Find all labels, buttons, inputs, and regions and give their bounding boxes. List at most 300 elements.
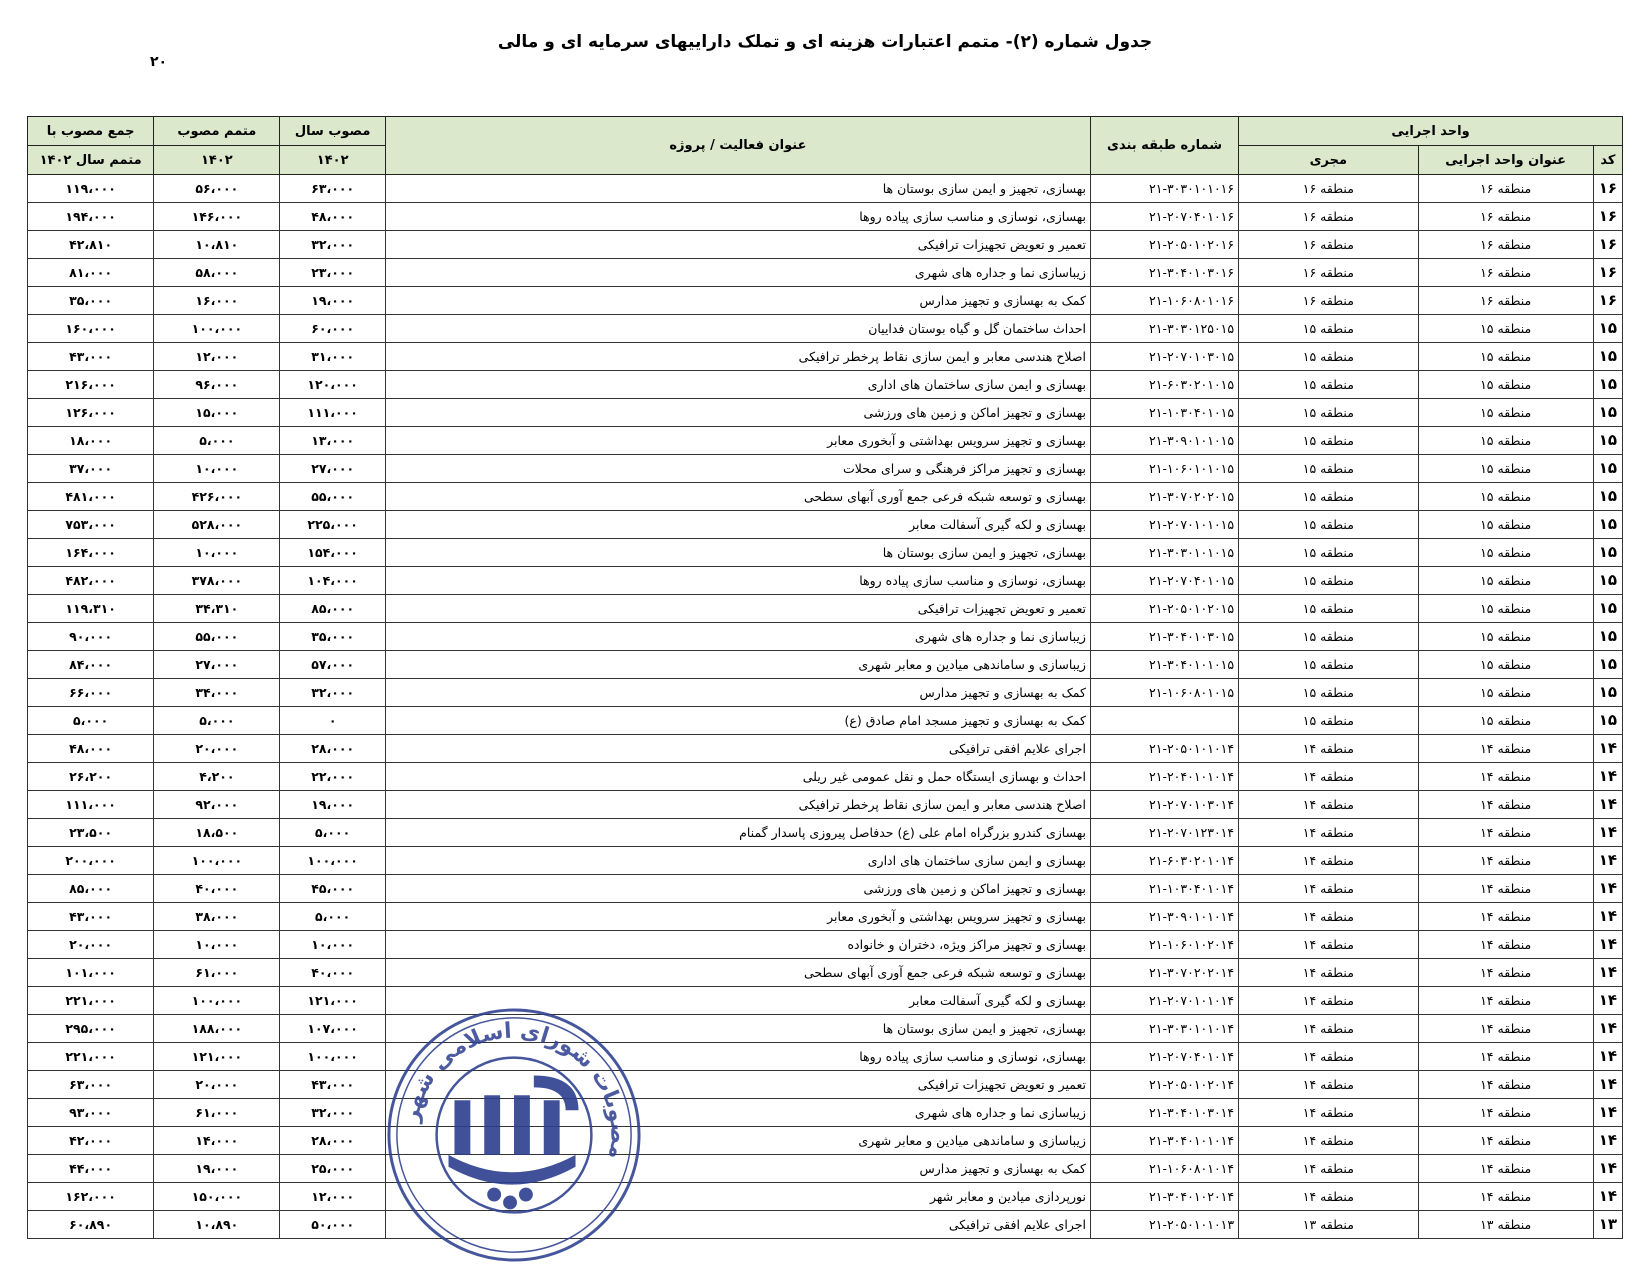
cell-code: ۱۵ [1593, 511, 1622, 539]
cell-executor: منطقه ۱۵ [1239, 483, 1418, 511]
cell-unit-title: منطقه ۱۵ [1418, 399, 1593, 427]
table-row [28, 707, 1623, 735]
table-row [28, 231, 1623, 259]
cell-supplement: ۵۶،۰۰۰ [154, 175, 280, 203]
cell-unit-title: منطقه ۱۴ [1418, 1155, 1593, 1183]
cell-approved: ۱۰۰،۰۰۰ [280, 1043, 385, 1071]
cell-supplement: ۵،۰۰۰ [154, 707, 280, 735]
cell-executor: منطقه ۱۶ [1239, 175, 1418, 203]
cell-classification: ۲۱-۳۰۹۰۱۰۱۰۱۴ [1090, 903, 1238, 931]
cell-classification: ۲۱-۲۰۷۰۱۰۱۰۱۴ [1090, 987, 1238, 1015]
cell-unit-title: منطقه ۱۵ [1418, 595, 1593, 623]
cell-approved: ۳۲،۰۰۰ [280, 679, 385, 707]
cell-supplement: ۱۸۸،۰۰۰ [154, 1015, 280, 1043]
cell-unit-title: منطقه ۱۶ [1418, 175, 1593, 203]
cell-classification: ۲۱-۲۰۷۰۱۰۳۰۱۴ [1090, 791, 1238, 819]
cell-approved: ۶۳،۰۰۰ [280, 175, 385, 203]
cell-unit-title: منطقه ۱۴ [1418, 931, 1593, 959]
table-row [28, 511, 1623, 539]
cell-activity-title: زیباسازی نما و جداره های شهری [385, 1099, 1090, 1127]
table-row [28, 1043, 1623, 1071]
cell-code: ۱۶ [1593, 287, 1622, 315]
cell-approved: ۱۰،۰۰۰ [280, 931, 385, 959]
cell-unit-title: منطقه ۱۵ [1418, 651, 1593, 679]
header-exec-unit-group: واحد اجرایی [1239, 117, 1623, 146]
cell-approved: ۲۸،۰۰۰ [280, 1127, 385, 1155]
table-row [28, 987, 1623, 1015]
header-unit-title: عنوان واحد اجرایی [1418, 146, 1593, 175]
cell-total: ۹۰،۰۰۰ [28, 623, 154, 651]
cell-unit-title: منطقه ۱۵ [1418, 707, 1593, 735]
cell-supplement: ۲۷،۰۰۰ [154, 651, 280, 679]
cell-code: ۱۴ [1593, 735, 1622, 763]
cell-supplement: ۳۸،۰۰۰ [154, 903, 280, 931]
table-body [28, 175, 1623, 1239]
cell-activity-title: احداث و بهسازی ایستگاه حمل و نقل عمومی غیر ریلی [385, 763, 1090, 791]
cell-code: ۱۴ [1593, 959, 1622, 987]
cell-code: ۱۶ [1593, 259, 1622, 287]
cell-code: ۱۴ [1593, 1155, 1622, 1183]
table-row [28, 259, 1623, 287]
cell-total: ۱۶۲،۰۰۰ [28, 1183, 154, 1211]
cell-unit-title: منطقه ۱۵ [1418, 315, 1593, 343]
cell-total: ۱۶۰،۰۰۰ [28, 315, 154, 343]
cell-supplement: ۲۰،۰۰۰ [154, 1071, 280, 1099]
cell-classification: ۲۱-۳۰۴۰۱۰۳۰۱۶ [1090, 259, 1238, 287]
cell-classification: ۲۱-۳۰۳۰۱۰۱۰۱۶ [1090, 175, 1238, 203]
cell-activity-title: بهسازی، تجهیز و ایمن سازی بوستان ها [385, 175, 1090, 203]
cell-activity-title: بهسازی و تجهیز سرویس بهداشتی و آبخوری معابر [385, 427, 1090, 455]
cell-executor: منطقه ۱۴ [1239, 763, 1418, 791]
cell-classification: ۲۱-۲۰۵۰۱۰۲۰۱۶ [1090, 231, 1238, 259]
header-supplement-year: ۱۴۰۲ [154, 146, 280, 175]
cell-executor: منطقه ۱۵ [1239, 427, 1418, 455]
cell-classification: ۲۱-۱۰۶۰۸۰۱۰۱۶ [1090, 287, 1238, 315]
cell-supplement: ۳۷۸،۰۰۰ [154, 567, 280, 595]
cell-supplement: ۱۰۰،۰۰۰ [154, 987, 280, 1015]
cell-code: ۱۴ [1593, 987, 1622, 1015]
cell-approved: ۵،۰۰۰ [280, 903, 385, 931]
cell-total: ۴۸۲،۰۰۰ [28, 567, 154, 595]
cell-executor: منطقه ۱۵ [1239, 455, 1418, 483]
cell-classification: ۲۱-۱۰۳۰۴۰۱۰۱۵ [1090, 399, 1238, 427]
header-approved: مصوب سال [280, 117, 385, 146]
cell-code: ۱۵ [1593, 343, 1622, 371]
cell-approved: ۸۵،۰۰۰ [280, 595, 385, 623]
cell-executor: منطقه ۱۵ [1239, 567, 1418, 595]
cell-total: ۶۰،۸۹۰ [28, 1211, 154, 1239]
cell-executor: منطقه ۱۵ [1239, 707, 1418, 735]
cell-code: ۱۴ [1593, 1183, 1622, 1211]
cell-executor: منطقه ۱۳ [1239, 1211, 1418, 1239]
cell-approved: ۱۰۷،۰۰۰ [280, 1015, 385, 1043]
cell-classification: ۲۱-۶۰۳۰۲۰۱۰۱۴ [1090, 847, 1238, 875]
cell-total: ۴۳،۰۰۰ [28, 903, 154, 931]
cell-activity-title: بهسازی و تجهیز مراکز ویژه، دختران و خانواده [385, 931, 1090, 959]
cell-code: ۱۵ [1593, 707, 1622, 735]
table-row [28, 791, 1623, 819]
cell-total: ۲۳،۵۰۰ [28, 819, 154, 847]
cell-activity-title: بهسازی، نوسازی و مناسب سازی پیاده روها [385, 203, 1090, 231]
cell-classification: ۲۱-۳۰۳۰۱۰۱۰۱۵ [1090, 539, 1238, 567]
cell-supplement: ۱۲۱،۰۰۰ [154, 1043, 280, 1071]
cell-unit-title: منطقه ۱۴ [1418, 1127, 1593, 1155]
cell-code: ۱۴ [1593, 931, 1622, 959]
cell-unit-title: منطقه ۱۴ [1418, 1015, 1593, 1043]
cell-supplement: ۲۰،۰۰۰ [154, 735, 280, 763]
cell-approved: ۱۲،۰۰۰ [280, 1183, 385, 1211]
cell-activity-title: بهسازی و ایمن سازی ساختمان های اداری [385, 371, 1090, 399]
cell-classification: ۲۱-۲۰۵۰۱۰۲۰۱۵ [1090, 595, 1238, 623]
cell-activity-title: تعمیر و تعویض تجهیزات ترافیکی [385, 1071, 1090, 1099]
cell-executor: منطقه ۱۴ [1239, 959, 1418, 987]
cell-approved: ۱۵۴،۰۰۰ [280, 539, 385, 567]
cell-approved: ۱۰۰،۰۰۰ [280, 847, 385, 875]
cell-total: ۲۲۱،۰۰۰ [28, 1043, 154, 1071]
cell-supplement: ۱۰،۰۰۰ [154, 539, 280, 567]
cell-total: ۶۳،۰۰۰ [28, 1071, 154, 1099]
cell-code: ۱۵ [1593, 371, 1622, 399]
cell-unit-title: منطقه ۱۴ [1418, 791, 1593, 819]
cell-approved: ۳۵،۰۰۰ [280, 623, 385, 651]
cell-executor: منطقه ۱۴ [1239, 1127, 1418, 1155]
cell-supplement: ۱۲،۰۰۰ [154, 343, 280, 371]
table-row [28, 287, 1623, 315]
table-row [28, 567, 1623, 595]
cell-executor: منطقه ۱۴ [1239, 1015, 1418, 1043]
cell-supplement: ۵،۰۰۰ [154, 427, 280, 455]
cell-classification: ۲۱-۳۰۷۰۲۰۲۰۱۵ [1090, 483, 1238, 511]
cell-supplement: ۱۴۶،۰۰۰ [154, 203, 280, 231]
cell-activity-title: کمک به بهسازی و تجهیز مدارس [385, 1155, 1090, 1183]
cell-total: ۴۴،۰۰۰ [28, 1155, 154, 1183]
cell-activity-title: اجرای علایم افقی ترافیکی [385, 735, 1090, 763]
cell-activity-title: بهسازی و ایمن سازی ساختمان های اداری [385, 847, 1090, 875]
cell-executor: منطقه ۱۴ [1239, 1155, 1418, 1183]
table-row [28, 1211, 1623, 1239]
cell-executor: منطقه ۱۵ [1239, 399, 1418, 427]
cell-classification: ۲۱-۲۰۷۰۴۰۱۰۱۴ [1090, 1043, 1238, 1071]
cell-approved: ۱۲۱،۰۰۰ [280, 987, 385, 1015]
cell-total: ۸۴،۰۰۰ [28, 651, 154, 679]
cell-total: ۳۵،۰۰۰ [28, 287, 154, 315]
cell-supplement: ۱۰،۰۰۰ [154, 931, 280, 959]
cell-unit-title: منطقه ۱۵ [1418, 623, 1593, 651]
cell-executor: منطقه ۱۵ [1239, 315, 1418, 343]
cell-total: ۲۰،۰۰۰ [28, 931, 154, 959]
cell-classification: ۲۱-۳۰۴۰۱۰۱۰۱۴ [1090, 1127, 1238, 1155]
cell-activity-title: بهسازی و تجهیز اماکن و زمین های ورزشی [385, 875, 1090, 903]
cell-executor: منطقه ۱۴ [1239, 903, 1418, 931]
cell-total: ۸۵،۰۰۰ [28, 875, 154, 903]
cell-unit-title: منطقه ۱۵ [1418, 511, 1593, 539]
cell-unit-title: منطقه ۱۵ [1418, 483, 1593, 511]
cell-activity-title: تعمیر و تعویض تجهیزات ترافیکی [385, 595, 1090, 623]
cell-activity-title: بهسازی و توسعه شبکه فرعی جمع آوری آبهای سطحی [385, 959, 1090, 987]
cell-unit-title: منطقه ۱۴ [1418, 1043, 1593, 1071]
cell-supplement: ۳۴،۰۰۰ [154, 679, 280, 707]
cell-classification: ۲۱-۲۰۷۰۱۰۱۰۱۵ [1090, 511, 1238, 539]
cell-supplement: ۱۰۰،۰۰۰ [154, 847, 280, 875]
cell-total: ۲۹۵،۰۰۰ [28, 1015, 154, 1043]
cell-activity-title: زیباسازی و ساماندهی میادین و معابر شهری [385, 651, 1090, 679]
cell-approved: ۱۰۴،۰۰۰ [280, 567, 385, 595]
table-row [28, 623, 1623, 651]
cell-total: ۵،۰۰۰ [28, 707, 154, 735]
cell-code: ۱۵ [1593, 651, 1622, 679]
table-row [28, 735, 1623, 763]
cell-classification: ۲۱-۲۰۷۰۱۰۳۰۱۵ [1090, 343, 1238, 371]
cell-code: ۱۴ [1593, 1099, 1622, 1127]
cell-executor: منطقه ۱۵ [1239, 343, 1418, 371]
cell-approved: ۰ [280, 707, 385, 735]
cell-supplement: ۴،۲۰۰ [154, 763, 280, 791]
cell-activity-title: تعمیر و تعویض تجهیزات ترافیکی [385, 231, 1090, 259]
cell-total: ۳۷،۰۰۰ [28, 455, 154, 483]
table-row [28, 427, 1623, 455]
cell-classification: ۲۱-۶۰۳۰۲۰۱۰۱۵ [1090, 371, 1238, 399]
cell-supplement: ۵۸،۰۰۰ [154, 259, 280, 287]
cell-total: ۶۶،۰۰۰ [28, 679, 154, 707]
cell-approved: ۲۲۵،۰۰۰ [280, 511, 385, 539]
table-row [28, 679, 1623, 707]
cell-unit-title: منطقه ۱۵ [1418, 679, 1593, 707]
cell-total: ۱۱۹،۳۱۰ [28, 595, 154, 623]
cell-activity-title: بهسازی و تجهیز سرویس بهداشتی و آبخوری معابر [385, 903, 1090, 931]
cell-unit-title: منطقه ۱۵ [1418, 567, 1593, 595]
cell-activity-title: کمک به بهسازی و تجهیز مدارس [385, 287, 1090, 315]
cell-approved: ۲۲،۰۰۰ [280, 763, 385, 791]
cell-classification: ۲۱-۳۰۴۰۱۰۳۰۱۵ [1090, 623, 1238, 651]
cell-approved: ۵۷،۰۰۰ [280, 651, 385, 679]
cell-total: ۸۱،۰۰۰ [28, 259, 154, 287]
table-row [28, 483, 1623, 511]
cell-supplement: ۱۰۰،۰۰۰ [154, 315, 280, 343]
cell-executor: منطقه ۱۵ [1239, 539, 1418, 567]
cell-code: ۱۴ [1593, 1071, 1622, 1099]
cell-classification: ۲۱-۲۰۵۰۱۰۱۰۱۴ [1090, 735, 1238, 763]
cell-classification: ۲۱-۱۰۶۰۱۰۲۰۱۴ [1090, 931, 1238, 959]
cell-supplement: ۱۴،۰۰۰ [154, 1127, 280, 1155]
cell-classification: ۲۱-۳۰۴۰۱۰۱۰۱۵ [1090, 651, 1238, 679]
cell-code: ۱۴ [1593, 1015, 1622, 1043]
header-classification: شماره طبقه بندی [1090, 117, 1238, 175]
cell-code: ۱۶ [1593, 203, 1622, 231]
cell-total: ۱۱۱،۰۰۰ [28, 791, 154, 819]
cell-activity-title: بهسازی و تجهیز اماکن و زمین های ورزشی [385, 399, 1090, 427]
cell-code: ۱۳ [1593, 1211, 1622, 1239]
cell-total: ۱۹۴،۰۰۰ [28, 203, 154, 231]
table-row [28, 959, 1623, 987]
cell-code: ۱۵ [1593, 399, 1622, 427]
table-row [28, 1015, 1623, 1043]
cell-unit-title: منطقه ۱۳ [1418, 1211, 1593, 1239]
cell-approved: ۱۳،۰۰۰ [280, 427, 385, 455]
cell-code: ۱۵ [1593, 567, 1622, 595]
cell-code: ۱۶ [1593, 175, 1622, 203]
cell-executor: منطقه ۱۴ [1239, 875, 1418, 903]
cell-total: ۱۶۴،۰۰۰ [28, 539, 154, 567]
cell-approved: ۱۹،۰۰۰ [280, 791, 385, 819]
cell-activity-title: اجرای علایم افقی ترافیکی [385, 1211, 1090, 1239]
cell-unit-title: منطقه ۱۴ [1418, 875, 1593, 903]
cell-code: ۱۴ [1593, 903, 1622, 931]
cell-approved: ۴۰،۰۰۰ [280, 959, 385, 987]
cell-code: ۱۵ [1593, 483, 1622, 511]
header-total-year: متمم سال ۱۴۰۲ [28, 146, 154, 175]
cell-classification: ۲۱-۲۰۷۰۴۰۱۰۱۵ [1090, 567, 1238, 595]
cell-total: ۲۱۶،۰۰۰ [28, 371, 154, 399]
cell-total: ۱۱۹،۰۰۰ [28, 175, 154, 203]
cell-executor: منطقه ۱۴ [1239, 1043, 1418, 1071]
cell-approved: ۱۱۱،۰۰۰ [280, 399, 385, 427]
cell-executor: منطقه ۱۵ [1239, 595, 1418, 623]
cell-unit-title: منطقه ۱۴ [1418, 1071, 1593, 1099]
cell-executor: منطقه ۱۵ [1239, 679, 1418, 707]
cell-classification: ۲۱-۳۰۷۰۲۰۲۰۱۴ [1090, 959, 1238, 987]
cell-supplement: ۵۲۸،۰۰۰ [154, 511, 280, 539]
cell-code: ۱۴ [1593, 791, 1622, 819]
cell-unit-title: منطقه ۱۵ [1418, 343, 1593, 371]
cell-activity-title: بهسازی، تجهیز و ایمن سازی بوستان ها [385, 1015, 1090, 1043]
cell-classification [1090, 707, 1238, 735]
cell-executor: منطقه ۱۶ [1239, 231, 1418, 259]
cell-unit-title: منطقه ۱۴ [1418, 987, 1593, 1015]
page-number: ۲۰ [150, 54, 168, 70]
cell-executor: منطقه ۱۵ [1239, 651, 1418, 679]
header-supplement: متمم مصوب [154, 117, 280, 146]
cell-approved: ۴۳،۰۰۰ [280, 1071, 385, 1099]
header-code: کد [1593, 146, 1622, 175]
cell-classification: ۲۱-۱۰۳۰۴۰۱۰۱۴ [1090, 875, 1238, 903]
cell-classification: ۲۱-۱۰۶۰۸۰۱۰۱۵ [1090, 679, 1238, 707]
cell-supplement: ۱۸،۵۰۰ [154, 819, 280, 847]
cell-activity-title: اصلاح هندسی معابر و ایمن سازی نقاط پرخطر ترافیکی [385, 791, 1090, 819]
table-row [28, 175, 1623, 203]
cell-classification: ۲۱-۳۰۴۰۱۰۳۰۱۴ [1090, 1099, 1238, 1127]
cell-executor: منطقه ۱۵ [1239, 623, 1418, 651]
cell-activity-title: بهسازی و لکه گیری آسفالت معابر [385, 511, 1090, 539]
cell-approved: ۳۱،۰۰۰ [280, 343, 385, 371]
cell-approved: ۳۲،۰۰۰ [280, 231, 385, 259]
cell-total: ۲۰۰،۰۰۰ [28, 847, 154, 875]
table-row [28, 651, 1623, 679]
cell-activity-title: زیباسازی نما و جداره های شهری [385, 259, 1090, 287]
cell-code: ۱۶ [1593, 231, 1622, 259]
cell-unit-title: منطقه ۱۴ [1418, 763, 1593, 791]
cell-executor: منطقه ۱۴ [1239, 987, 1418, 1015]
cell-executor: منطقه ۱۴ [1239, 1071, 1418, 1099]
cell-supplement: ۱۵،۰۰۰ [154, 399, 280, 427]
cell-total: ۱۸،۰۰۰ [28, 427, 154, 455]
cell-executor: منطقه ۱۴ [1239, 1099, 1418, 1127]
cell-total: ۲۲۱،۰۰۰ [28, 987, 154, 1015]
cell-approved: ۶۰،۰۰۰ [280, 315, 385, 343]
table-row [28, 1071, 1623, 1099]
cell-executor: منطقه ۱۵ [1239, 371, 1418, 399]
cell-unit-title: منطقه ۱۶ [1418, 259, 1593, 287]
cell-executor: منطقه ۱۴ [1239, 791, 1418, 819]
cell-unit-title: منطقه ۱۵ [1418, 427, 1593, 455]
cell-code: ۱۵ [1593, 427, 1622, 455]
cell-unit-title: منطقه ۱۶ [1418, 231, 1593, 259]
cell-executor: منطقه ۱۴ [1239, 1183, 1418, 1211]
cell-supplement: ۶۱،۰۰۰ [154, 959, 280, 987]
cell-code: ۱۵ [1593, 623, 1622, 651]
cell-unit-title: منطقه ۱۵ [1418, 371, 1593, 399]
cell-activity-title: بهسازی کندرو بزرگراه امام علی (ع) حدفاصل پیروزی پاسدار گمنام [385, 819, 1090, 847]
cell-approved: ۲۳،۰۰۰ [280, 259, 385, 287]
cell-code: ۱۴ [1593, 1043, 1622, 1071]
cell-approved: ۳۲،۰۰۰ [280, 1099, 385, 1127]
cell-total: ۴۸،۰۰۰ [28, 735, 154, 763]
cell-classification: ۲۱-۲۰۵۰۱۰۱۰۱۳ [1090, 1211, 1238, 1239]
cell-unit-title: منطقه ۱۵ [1418, 455, 1593, 483]
cell-activity-title: بهسازی، نوسازی و مناسب سازی پیاده روها [385, 1043, 1090, 1071]
cell-unit-title: منطقه ۱۴ [1418, 847, 1593, 875]
cell-total: ۱۲۶،۰۰۰ [28, 399, 154, 427]
cell-code: ۱۴ [1593, 875, 1622, 903]
cell-unit-title: منطقه ۱۴ [1418, 819, 1593, 847]
cell-activity-title: احداث ساختمان گل و گیاه بوستان فداییان [385, 315, 1090, 343]
cell-supplement: ۱۰،۸۱۰ [154, 231, 280, 259]
table-row [28, 847, 1623, 875]
cell-code: ۱۵ [1593, 595, 1622, 623]
cell-executor: منطقه ۱۴ [1239, 819, 1418, 847]
cell-supplement: ۹۲،۰۰۰ [154, 791, 280, 819]
cell-activity-title: بهسازی و تجهیز مراکز فرهنگی و سرای محلات [385, 455, 1090, 483]
cell-code: ۱۵ [1593, 315, 1622, 343]
table-row [28, 903, 1623, 931]
cell-classification: ۲۱-۲۰۷۰۱۲۳۰۱۴ [1090, 819, 1238, 847]
cell-code: ۱۴ [1593, 847, 1622, 875]
cell-activity-title: اصلاح هندسی معابر و ایمن سازی نقاط پرخطر ترافیکی [385, 343, 1090, 371]
cell-unit-title: منطقه ۱۴ [1418, 959, 1593, 987]
cell-executor: منطقه ۱۶ [1239, 287, 1418, 315]
cell-code: ۱۵ [1593, 539, 1622, 567]
cell-supplement: ۱۵۰،۰۰۰ [154, 1183, 280, 1211]
cell-total: ۴۲،۰۰۰ [28, 1127, 154, 1155]
cell-activity-title: زیباسازی و ساماندهی میادین و معابر شهری [385, 1127, 1090, 1155]
cell-total: ۴۳،۰۰۰ [28, 343, 154, 371]
table-row [28, 1127, 1623, 1155]
table-row [28, 371, 1623, 399]
cell-total: ۱۰۱،۰۰۰ [28, 959, 154, 987]
cell-activity-title: کمک به بهسازی و تجهیز مسجد امام صادق (ع) [385, 707, 1090, 735]
cell-supplement: ۴۲۶،۰۰۰ [154, 483, 280, 511]
cell-approved: ۱۹،۰۰۰ [280, 287, 385, 315]
cell-executor: منطقه ۱۶ [1239, 259, 1418, 287]
cell-approved: ۴۸،۰۰۰ [280, 203, 385, 231]
cell-activity-title: نورپردازی میادین و معابر شهر [385, 1183, 1090, 1211]
table-row [28, 315, 1623, 343]
cell-activity-title: بهسازی، تجهیز و ایمن سازی بوستان ها [385, 539, 1090, 567]
header-approved-year: ۱۴۰۲ [280, 146, 385, 175]
cell-unit-title: منطقه ۱۶ [1418, 287, 1593, 315]
cell-supplement: ۵۵،۰۰۰ [154, 623, 280, 651]
cell-supplement: ۳۴،۳۱۰ [154, 595, 280, 623]
cell-classification: ۲۱-۱۰۶۰۱۰۱۰۱۵ [1090, 455, 1238, 483]
header-executor: مجری [1239, 146, 1418, 175]
cell-approved: ۲۸،۰۰۰ [280, 735, 385, 763]
budget-table [27, 116, 1623, 1239]
cell-code: ۱۵ [1593, 679, 1622, 707]
table-row [28, 931, 1623, 959]
cell-total: ۷۵۳،۰۰۰ [28, 511, 154, 539]
table-row [28, 763, 1623, 791]
cell-unit-title: منطقه ۱۴ [1418, 735, 1593, 763]
cell-approved: ۵،۰۰۰ [280, 819, 385, 847]
